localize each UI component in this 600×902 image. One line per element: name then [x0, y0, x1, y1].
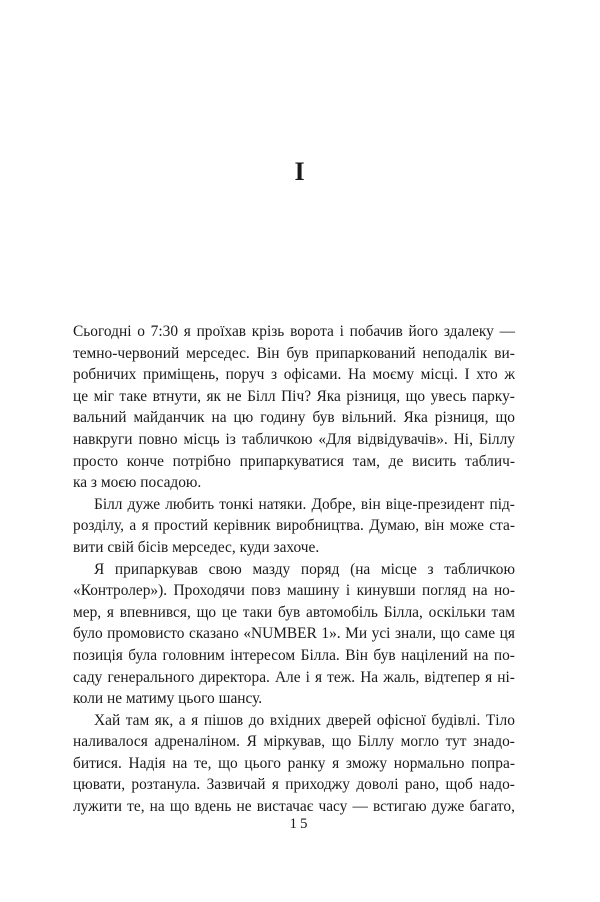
- page-number: 15: [289, 816, 311, 832]
- text-line: вальний майданчик на цю годину був вільний. Яка різниця, що: [73, 409, 515, 427]
- text-line: ка з моєю посадою.: [73, 474, 202, 492]
- text-line: темно-червоний мерседес. Він був припаркований неподалік ви-: [73, 344, 515, 362]
- text-line: просто конче потрібно припаркуватися там, де висить таблич-: [73, 452, 515, 470]
- text-line: Хай там як, а я пішов до вхідних дверей офісної будівлі. Тіло: [94, 711, 515, 729]
- text-line: «Контролер»). Проходячи повз машину і кинувши погляд на но-: [73, 582, 515, 600]
- paragraph: [73, 710, 515, 818]
- text-line: вити свій бісів мерседес, куди захоче.: [73, 538, 320, 556]
- text-line: було промовисто сказано «NUMBER 1». Ми усі знали, що саме ця: [73, 625, 515, 643]
- text-line: Сьогодні о 7:30 я проїхав крізь ворота і побачив його здалеку —: [73, 323, 515, 340]
- text-line: розділу, а я простий керівник виробництва. Думаю, він може ста-: [73, 517, 515, 535]
- text-line: мер, я впевнився, що це таки був автомобіль Білла, оскільки там: [73, 603, 515, 621]
- text-line: Я припаркував свою мазду поряд (на місце з табличкою: [94, 560, 515, 578]
- paragraph: [73, 494, 515, 559]
- text-line: саду генерального директора. Але і я теж. На жаль, відтепер я ні-: [73, 668, 515, 686]
- text-line: наливалося адреналіном. Я міркував, що Біллу могло тут знадо-: [73, 733, 515, 751]
- text-line: коли не матиму цього шансу.: [73, 690, 263, 708]
- text-line: лужити те, на що вдень не вистачає часу — встигаю дуже багато,: [73, 798, 515, 816]
- text-line: Білл дуже любить тонкі натяки. Добре, він віце-президент під-: [94, 495, 515, 513]
- text-line: цювати, розтанула. Зазвичай я приходжу доволі рано, щоб надо-: [73, 776, 515, 794]
- text-line: позиція була головним інтересом Білла. Він був націлений на по-: [73, 646, 515, 664]
- body-text: [73, 321, 515, 818]
- text-line: навкруги повно місць із табличкою «Для відвідувачів». Ні, Біллу: [73, 430, 515, 448]
- text-line: битися. Надія на те, що цього ранку я зможу нормально попра-: [73, 754, 515, 772]
- chapter-number: I: [294, 157, 306, 186]
- paragraph: [73, 559, 515, 710]
- paragraph: [73, 321, 515, 494]
- text-line: робничих приміщень, поруч з офісами. На моєму місці. І хто ж: [73, 366, 515, 384]
- text-line: це міг таке втнути, як не Білл Піч? Яка різниця, що увесь парку-: [73, 387, 515, 405]
